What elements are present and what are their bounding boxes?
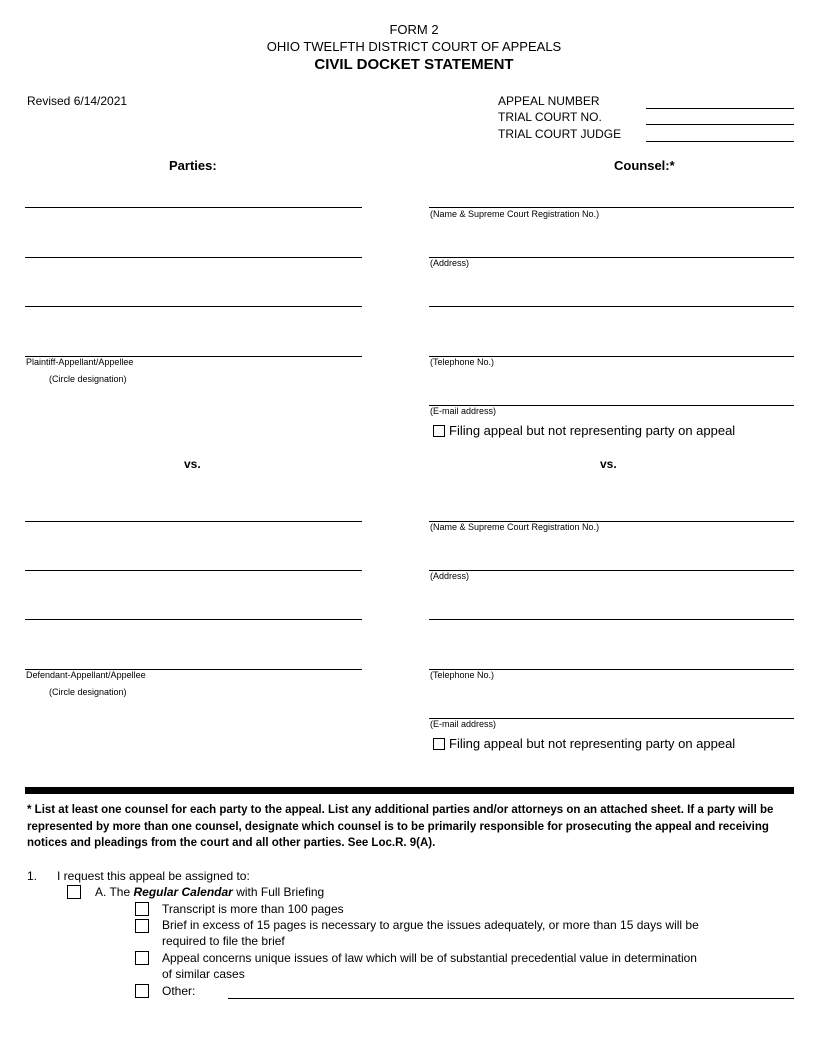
other-field[interactable] xyxy=(228,998,794,999)
reason-unique-issues-cont: of similar cases xyxy=(162,967,245,981)
regular-calendar-checkbox[interactable] xyxy=(67,885,81,899)
plaintiff-line-2[interactable] xyxy=(25,257,362,258)
plaintiff-counsel-phone-label: (Telephone No.) xyxy=(430,357,495,367)
appeal-number-field[interactable] xyxy=(646,108,794,109)
form-number: FORM 2 xyxy=(389,22,439,37)
revised-date: Revised 6/14/2021 xyxy=(27,94,128,108)
trial-court-judge-field[interactable] xyxy=(646,141,794,142)
defendant-counsel-name-label: (Name & Supreme Court Registration No.) xyxy=(430,522,600,532)
reason-brief-excess-cont: required to file the brief xyxy=(162,934,285,948)
plaintiff-counsel-name-label: (Name & Supreme Court Registration No.) xyxy=(430,209,600,219)
regular-calendar-option xyxy=(95,885,324,899)
defendant-designation: Defendant-Appellant/Appellee xyxy=(26,670,146,680)
counsel-footnote: * List at least one counsel for each party to the appeal. List any additional parties and/or attorneys on an attached sheet. If a party will be represented by more than one counsel, designate which counsel is to be primarily responsible for prosecuting the appeal and receiving notices and pleadings from the court and all other parties. See Loc.R. 9(A). xyxy=(27,804,774,849)
option-a-calendar: Regular Calendar xyxy=(133,885,233,899)
unique-issues-checkbox[interactable] xyxy=(135,951,149,965)
plaintiff-line-3[interactable] xyxy=(25,306,362,307)
page-title: CIVIL DOCKET STATEMENT xyxy=(314,56,514,73)
reason-other: Other: xyxy=(162,984,196,998)
defendant-line-2[interactable] xyxy=(25,570,362,571)
plaintiff-counsel-name-field[interactable] xyxy=(429,207,794,208)
defendant-line-3[interactable] xyxy=(25,619,362,620)
plaintiff-counsel-address-label: (Address) xyxy=(430,258,470,268)
plaintiff-designation: Plaintiff-Appellant/Appellee xyxy=(26,357,134,367)
appeal-number-label: APPEAL NUMBER xyxy=(498,94,600,108)
defendant-counsel-address-field-2[interactable] xyxy=(429,619,794,620)
plaintiff-circle-note: (Circle designation) xyxy=(49,374,127,384)
defendant-counsel-address-field[interactable] xyxy=(429,570,794,571)
option-a-suffix: with Full Briefing xyxy=(236,885,325,899)
reason-transcript: Transcript is more than 100 pages xyxy=(162,902,344,916)
plaintiff-counsel-email-label: (E-mail address) xyxy=(430,406,497,416)
section-divider xyxy=(25,787,794,794)
parties-vs-label: vs. xyxy=(184,457,201,471)
section-1-number: 1. xyxy=(27,869,38,883)
defendant-counsel-address-label: (Address) xyxy=(430,571,470,581)
plaintiff-counsel-address-field-2[interactable] xyxy=(429,306,794,307)
trial-court-judge-label: TRIAL COURT JUDGE xyxy=(498,127,622,141)
defendant-filing-not-representing-label: Filing appeal but not representing party on appeal xyxy=(449,736,736,751)
counsel-heading: Counsel:* xyxy=(614,158,675,173)
option-a-prefix: A. The xyxy=(95,885,131,899)
defendant-circle-note: (Circle designation) xyxy=(49,687,127,697)
defendant-line-1[interactable] xyxy=(25,521,362,522)
court-name: OHIO TWELFTH DISTRICT COURT OF APPEALS xyxy=(266,39,562,54)
trial-court-no-field[interactable] xyxy=(646,124,794,125)
trial-court-no-label: TRIAL COURT NO. xyxy=(498,110,602,124)
reason-unique-issues: Appeal concerns unique issues of law which will be of substantial precedential value in determination xyxy=(162,951,697,965)
defendant-filing-not-representing-checkbox[interactable] xyxy=(433,738,445,750)
section-1-request: I request this appeal be assigned to: xyxy=(57,869,250,883)
parties-heading: Parties: xyxy=(169,158,217,173)
defendant-counsel-email-label: (E-mail address) xyxy=(430,719,497,729)
plaintiff-counsel-address-field[interactable] xyxy=(429,257,794,258)
plaintiff-filing-not-representing-label: Filing appeal but not representing party on appeal xyxy=(449,423,736,438)
other-checkbox[interactable] xyxy=(135,984,149,998)
counsel-vs-label: vs. xyxy=(600,457,617,471)
plaintiff-filing-not-representing-checkbox[interactable] xyxy=(433,425,445,437)
transcript-over-100-checkbox[interactable] xyxy=(135,902,149,916)
brief-excess-checkbox[interactable] xyxy=(135,919,149,933)
reason-brief-excess: Brief in excess of 15 pages is necessary to argue the issues adequately, or more than 15 days will be xyxy=(162,918,699,932)
defendant-counsel-phone-label: (Telephone No.) xyxy=(430,670,495,680)
plaintiff-line-1[interactable] xyxy=(25,207,362,208)
